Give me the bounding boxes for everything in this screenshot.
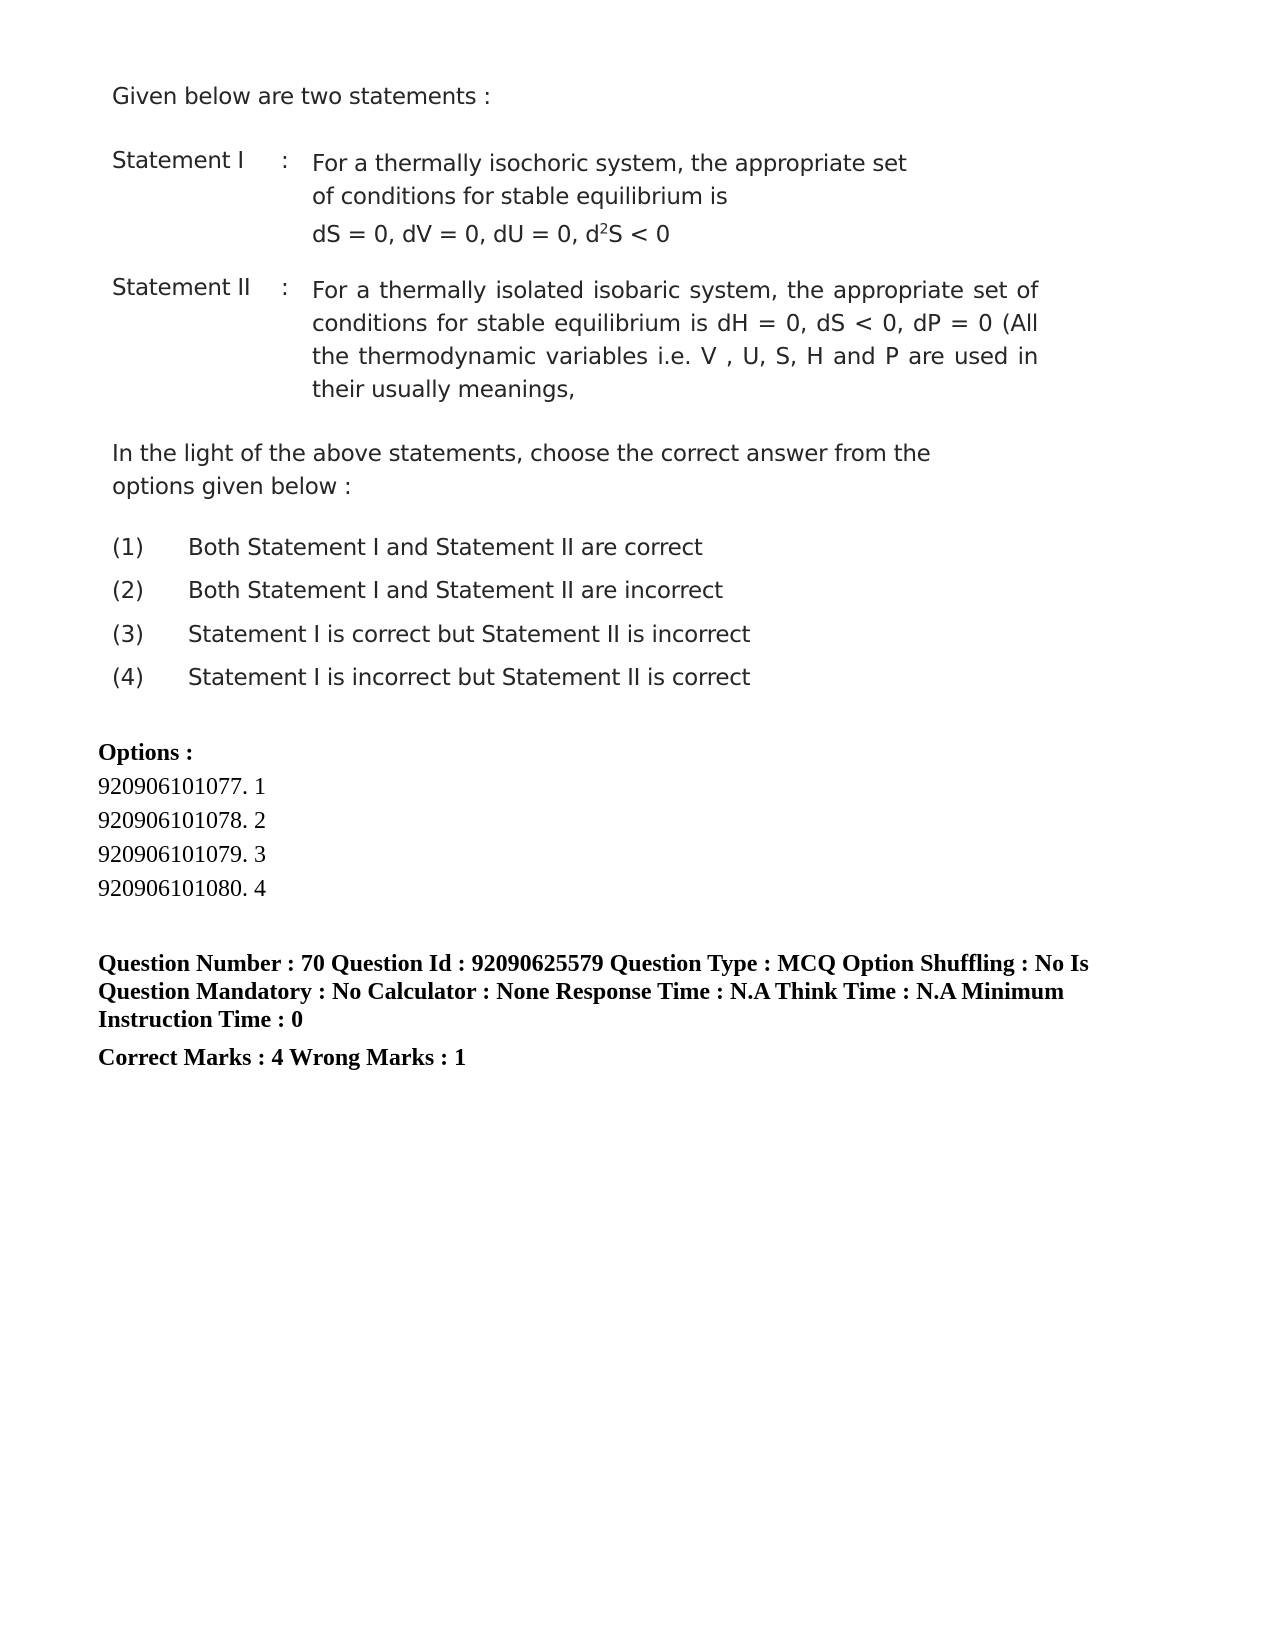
option-id-4: 920906101080. 4 [98,876,266,902]
question-meta-info: Question Number : 70 Question Id : 92090625579 Question Type : MCQ Option Shuffling : No Is Question Mandatory : No Calculator : None Response Time : N.A Think Time : N.A Minimum Instruction Time : 0 [98,951,1089,1033]
choice-4-number: (4) [112,665,144,691]
option-id-3: 920906101079. 3 [98,842,266,868]
formula-part-1: dS = 0, dV = 0, dU = 0, d [312,222,600,248]
option-id-1: 920906101077. 1 [98,774,266,800]
choice-3-number: (3) [112,622,144,648]
statement-2-label: Statement II [112,275,251,301]
statement-2-colon: : [281,275,289,301]
choice-4-text: Statement I is incorrect but Statement II is correct [188,665,751,691]
choice-1-number: (1) [112,535,144,561]
question-marks: Correct Marks : 4 Wrong Marks : 1 [98,1045,467,1071]
choice-3-text: Statement I is correct but Statement II is incorrect [188,622,751,648]
statement-2-text: For a thermally isolated isobaric system, the appropriate set of conditions for stable equilibrium is dH = 0, dS < 0, dP = 0 (All the thermodynamic variables i.e. V , U, S, H and P are used in their usually meanings, [312,278,1038,403]
statement-1-text: For a thermally isochoric system, the appropriate set of conditions for stable equilibrium is [312,151,907,210]
statement-1-colon: : [281,148,289,174]
question-intro: Given below are two statements : [112,84,491,110]
statement-1-label: Statement I [112,148,244,174]
formula-part-2: S < 0 [608,222,670,248]
choice-2-number: (2) [112,578,144,604]
choice-1-text: Both Statement I and Statement II are correct [188,535,703,561]
question-instruction: In the light of the above statements, choose the correct answer from the options given below : [112,441,931,500]
options-heading: Options : [98,740,194,766]
statement-1-formula [312,222,670,248]
option-id-2: 920906101078. 2 [98,808,266,834]
formula-superscript: 2 [599,221,609,238]
choice-2-text: Both Statement I and Statement II are incorrect [188,578,723,604]
